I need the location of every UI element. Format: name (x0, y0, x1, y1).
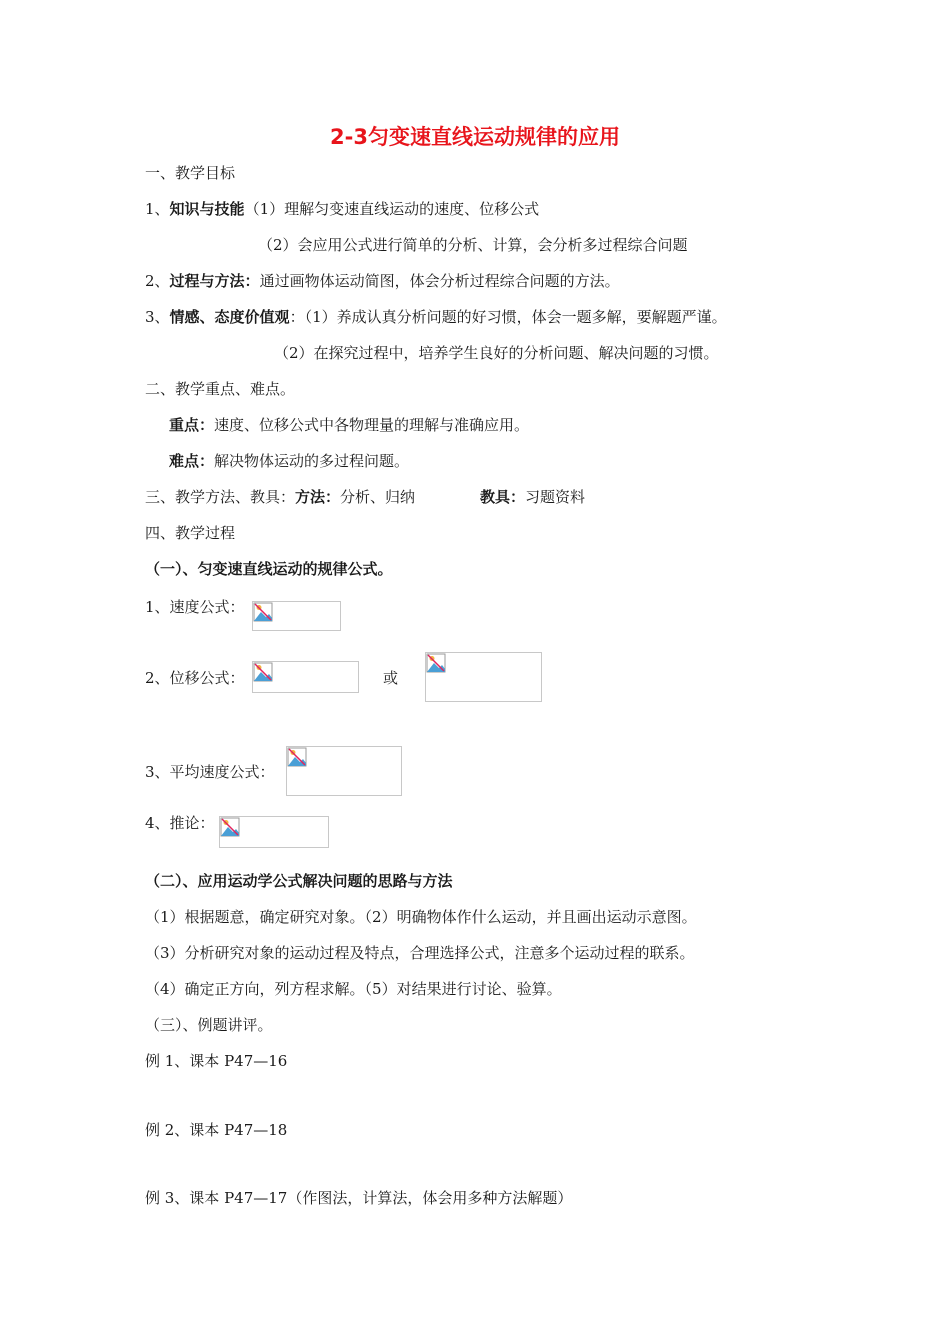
section-2-heading: 二、教学重点、难点。 (145, 380, 296, 398)
objective-process-label: 过程与方法： (169, 272, 260, 290)
broken-image-icon (287, 747, 307, 767)
formula-4-image (219, 816, 329, 848)
method-text: 分析、归纳 (340, 488, 416, 506)
objective-emotion (145, 307, 727, 327)
subsection-1-heading: （一）、匀变速直线运动的规律公式。 (145, 560, 393, 578)
objective-knowledge (145, 199, 539, 219)
method-label: 方法： (295, 488, 341, 506)
section-3-methods (145, 487, 415, 507)
formula-2-or: 或 (383, 669, 399, 687)
example-3: 例 3、课本 P47—17（作图法，计算法，体会用多种方法解题） (145, 1189, 573, 1207)
teaching-tools (480, 487, 585, 507)
formula-2-image (252, 661, 359, 693)
section-4-heading: 四、教学过程 (145, 524, 236, 542)
example-2: 例 2、课本 P47—18 (145, 1121, 288, 1139)
objective-knowledge-text-1: （1）理解匀变速直线运动的速度、位移公式 (244, 200, 540, 218)
objective-emotion-number: 3、 (145, 308, 170, 326)
objective-process (145, 271, 620, 291)
formula-2-label: 2、位移公式： (145, 669, 245, 687)
objective-emotion-text-1: （1）养成认真分析问题的好习惯，体会一题多解，要解题严谨。 (304, 308, 727, 326)
objective-emotion-text-2: （2）在探究过程中，培养学生良好的分析问题、解决问题的习惯。 (274, 344, 719, 362)
objective-knowledge-text-2: （2）会应用公式进行简单的分析、计算，会分析多过程综合问题 (258, 236, 688, 254)
broken-image-icon (253, 602, 273, 622)
broken-image-icon (426, 653, 446, 673)
formula-4-label: 4、推论： (145, 814, 215, 832)
difficult-point-text: 解决物体运动的多过程问题。 (214, 452, 410, 470)
objective-process-text: 通过画物体运动简图，体会分析过程综合问题的方法。 (259, 272, 620, 290)
objective-process-number: 2、 (145, 272, 170, 290)
section-3-heading: 三、教学方法、教具： (145, 488, 296, 506)
subsection-2-heading: （二）、应用运动学公式解决问题的思路与方法 (145, 872, 453, 890)
broken-image-icon (220, 817, 240, 837)
key-point-text: 速度、位移公式中各物理量的理解与准确应用。 (214, 416, 530, 434)
objective-emotion-label: 情感、态度价值观 (169, 308, 290, 326)
section-1-heading: 一、教学目标 (145, 164, 236, 182)
method-step-1: （1）根据题意，确定研究对象。（2）明确物体作什么运动，并且画出运动示意图。 (145, 908, 697, 926)
objective-knowledge-label: 知识与技能 (169, 200, 245, 218)
difficult-point-label: 难点： (169, 452, 215, 470)
broken-image-icon (253, 662, 273, 682)
tool-label: 教具： (480, 488, 526, 506)
tool-text: 习题资料 (525, 488, 586, 506)
formula-3-image (286, 746, 402, 796)
document-title: 2-3匀变速直线运动规律的应用 (330, 125, 620, 149)
example-1: 例 1、课本 P47—16 (145, 1052, 288, 1070)
objective-knowledge-number: 1、 (145, 200, 170, 218)
formula-1-image (252, 601, 341, 631)
formula-1-label: 1、速度公式： (145, 598, 245, 616)
method-step-2: （3）分析研究对象的运动过程及特点，合理选择公式，注意多个运动过程的联系。 (145, 944, 695, 962)
formula-2-alt-image (425, 652, 542, 702)
objective-emotion-colon: ： (289, 308, 305, 326)
key-point (169, 415, 529, 435)
key-point-label: 重点： (169, 416, 215, 434)
subsection-3-heading: （三）、例题讲评。 (145, 1016, 273, 1034)
method-step-3: （4）确定正方向，列方程求解。（5）对结果进行讨论、验算。 (145, 980, 562, 998)
difficult-point (169, 451, 409, 471)
formula-3-label: 3、平均速度公式： (145, 763, 275, 781)
